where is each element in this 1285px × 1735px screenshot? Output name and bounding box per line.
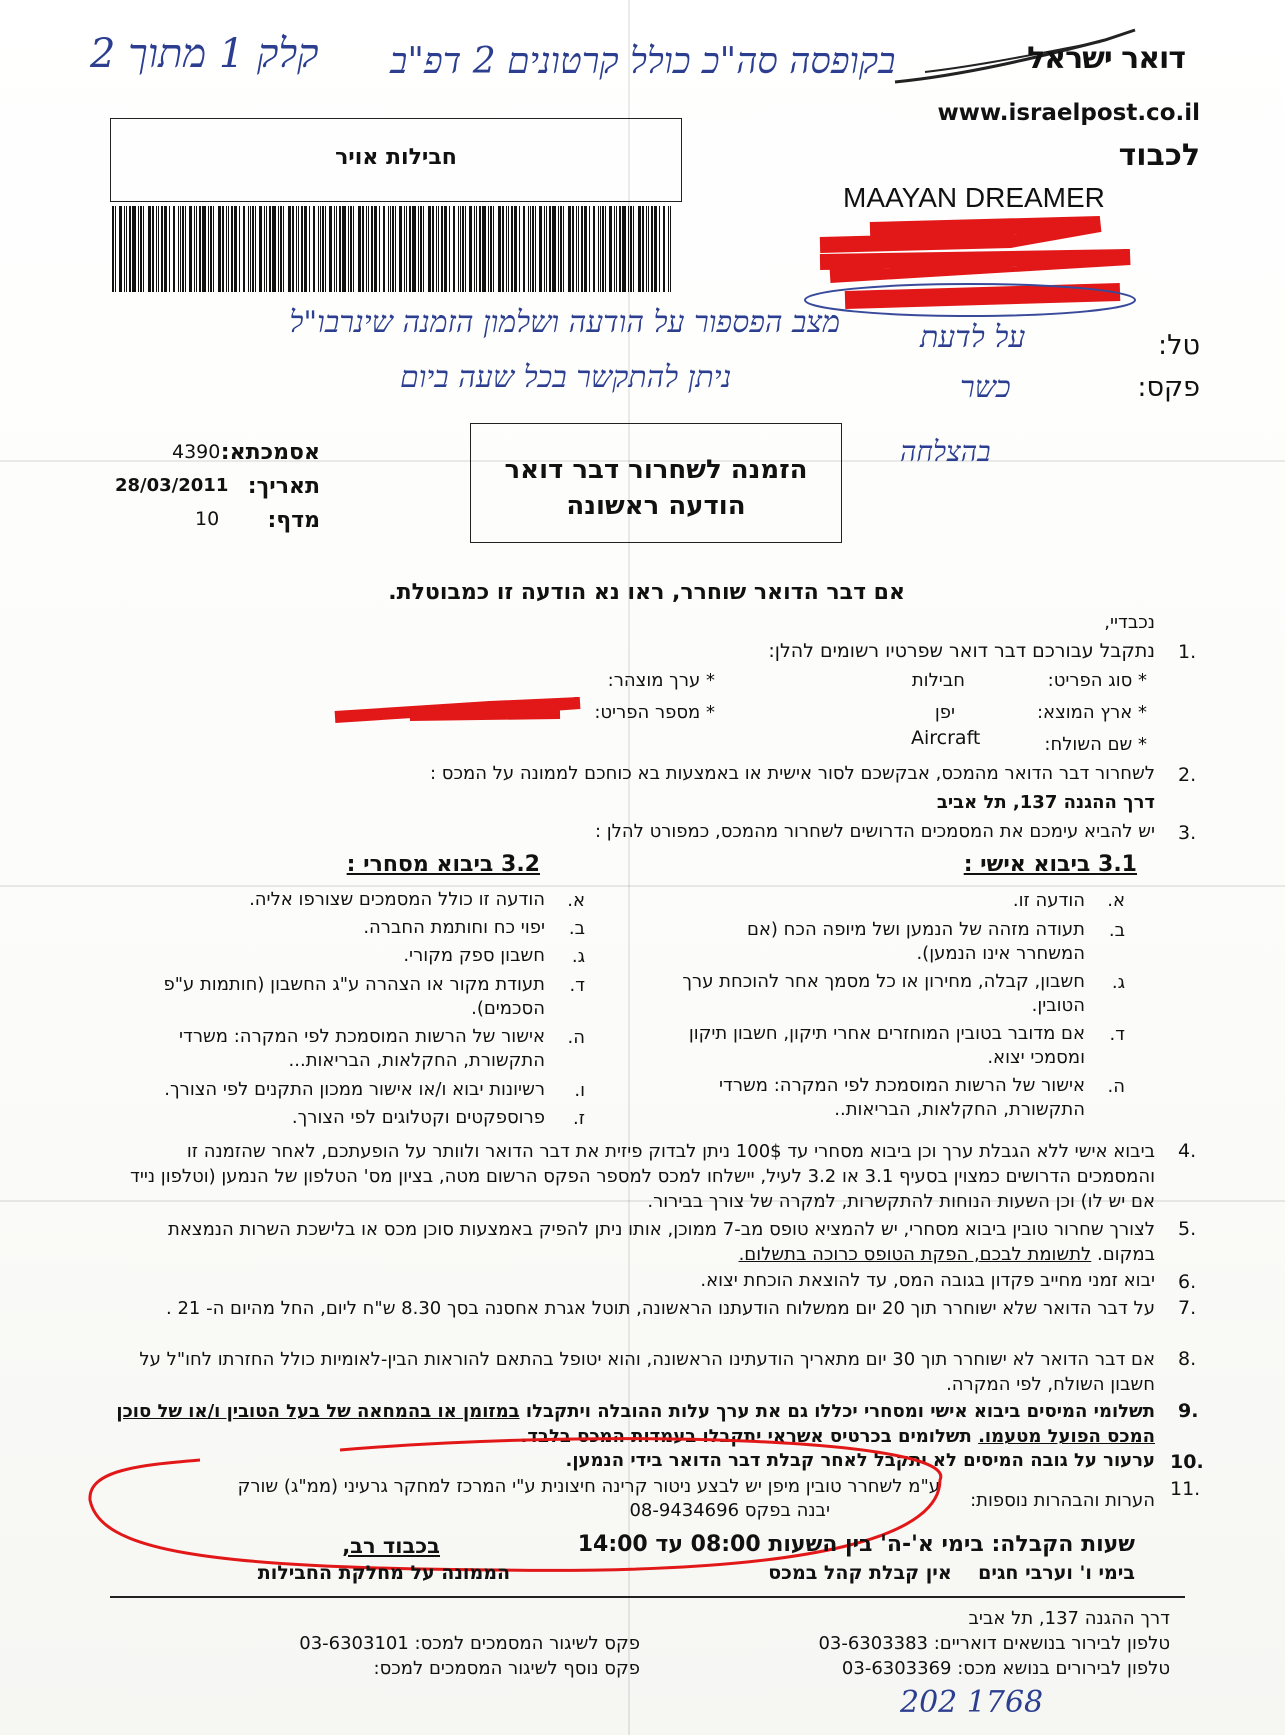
item-text: נתקבל עבורכם דבר דואר שפרטיו רשומים להלן: <box>768 640 1155 662</box>
reference-value: 4390 <box>172 441 221 463</box>
signature-title: הממונה על מחלקת החבילות <box>257 1562 510 1584</box>
item-text: ביבוא אישי ללא הגבלת ערך וכן ביבוא מסחרי עד 100$ ניתן לבדוק פיזית את דבר הדואר ולוותר על הופעתכם, לאחר שהזמנה זו והמסמכים הדרושים כמצוין בסעיף 3.1 או 3.2 לעיל, יישלחו למכס למספר הפקס הרשום מטה, בציון מס' הטלפון של הנמען (וטלפון נייד אם יש לו) וכן השעות הנוחות להתקשרות, למקרה של צורך בבירור. <box>130 1141 1155 1212</box>
reception-hours: שעות הקבלה: בימי א'-ה' בין השעות 08:00 עד 14:00 <box>577 1532 1135 1557</box>
item-number: 4. <box>1178 1140 1197 1162</box>
item-text: תשלומי המיסים ביבוא אישי ומסחרי יכללו גם את ערך עלות ההובלה ויתקבלו במזומן או בהמחאה של בעל הטובין ו/או של סוכן המכס הפועל מטעמו. תשלומים בכרטיס אשראי יתקבלו בעמדות המכס בלבד. <box>116 1401 1155 1447</box>
list-item: תעודה מזהה של הנמען ושל מיופה הכח (אם המשחרר אינו הנמען). <box>746 919 1085 964</box>
red-redaction <box>330 695 590 725</box>
cancellation-notice: אם דבר הדואר שוחרר, ראו נא הודעה זו כמבוטלת. <box>388 580 905 605</box>
handwritten-phone: על לדעת <box>920 320 1026 355</box>
item-number: 10. <box>1170 1451 1204 1473</box>
fold-line <box>0 885 1285 887</box>
fax-label: פקס: <box>1137 372 1200 403</box>
item-text: יבוא זמני מחייב פקדון בגובה המס, עד להוצאת הוכחת יצוא. <box>700 1270 1155 1291</box>
item-number: 5. <box>1178 1218 1197 1240</box>
item-type-value: חבילות <box>911 670 965 691</box>
website: www.israelpost.co.il <box>937 100 1200 126</box>
list-item: פרוספקטים וקטלוגים לפי הצורך. <box>291 1107 545 1128</box>
list-label: ה. <box>567 1027 585 1048</box>
list-item: יפוי כח וחותמת החברה. <box>363 917 545 938</box>
handwritten-contact-note: ניתן להתקשר בכל שעה ביום <box>400 360 732 395</box>
item-type-label: * סוג הפריט: <box>1047 670 1147 691</box>
list-label: ד. <box>569 975 585 996</box>
footer-customs-phone: טלפון לבירורים בנושא מכס: 03-6303369 <box>841 1658 1170 1679</box>
list-label: ו. <box>574 1080 585 1101</box>
handwritten-instruction: מצב הפספור על הודעה ושלמון הזמנה שינרבו"ל <box>289 305 840 340</box>
logo-text: דואר ישראל <box>1027 41 1185 76</box>
list-item: הודעה זו כולל המסמכים שצורפו אליה. <box>249 889 545 910</box>
item-number: 1. <box>1178 641 1197 663</box>
handwritten-fax: כשר <box>960 370 1011 405</box>
salutation: נכבדיי, <box>1104 612 1155 633</box>
footer-postal-phone: טלפון לבירור בנושאים דואריים: 03-6303383 <box>818 1633 1170 1654</box>
sender-value: Aircraft <box>911 727 981 749</box>
personal-import-title: 3.1 ביבוא אישי : <box>963 852 1137 877</box>
list-label: ה. <box>1107 1076 1125 1097</box>
list-item: רשיונות יבוא ו/או אישור ממכון התקנים לפי הצורך. <box>164 1079 545 1100</box>
recipient-name: MAAYAN DREAMER <box>843 182 1105 213</box>
list-label: ז. <box>573 1108 585 1129</box>
footer-fax-2: פקס נוסף לשיגור המסמכים למכס: <box>373 1658 640 1679</box>
commercial-import-title: 3.2 ביבוא מסחרי : <box>346 852 540 877</box>
origin-label: * ארץ המוצא: <box>1036 702 1147 723</box>
origin-value: יפן <box>934 702 955 723</box>
item-text: לשחרור דבר הדואר מהמכס, אבקשכם לסור אישית או באמצעות בא כוחכם לממונה על המכס : <box>429 763 1155 784</box>
declared-value-label: * ערך מוצהר: <box>607 670 715 691</box>
list-label: ג. <box>1111 972 1125 993</box>
date-value: 28/03/2011 <box>115 475 229 496</box>
handwritten-page-count: 2 קלק 1 מתוך <box>90 31 319 77</box>
israel-post-logo <box>885 20 1185 90</box>
sheet-label: מדף: <box>267 508 320 533</box>
item-text: הערות והבהרות נוספות: <box>970 1490 1155 1511</box>
item-text: ערעור על גובה המיסים לא יתקבל לאחר קבלת דבר הדואר בידי הנמען. <box>565 1450 1155 1471</box>
to-label: לכבוד <box>1118 138 1200 173</box>
list-label: ג. <box>571 946 585 967</box>
item-number: 7. <box>1178 1297 1197 1319</box>
list-item: חשבון ספק מקורי. <box>403 945 545 966</box>
item-text: יש להביא עימכם את המסמכים הדרושים לשחרור מהמכס, כמפורט להלן : <box>594 821 1155 842</box>
list-item: חשבון, קבלה, מחירון או כל מסמך אחר להוכחת ערך הטובין. <box>682 971 1085 1016</box>
handwritten-box-note: בקופסה סה"כ כולל קרטונים 2 דפ"ב <box>390 41 896 82</box>
item-number: 9. <box>1178 1400 1199 1422</box>
item-number-label: * מספר הפריט: <box>594 702 715 723</box>
footer-divider <box>110 1596 1185 1598</box>
list-item: תעודת מקור או הצהרה ע"ג החשבון (חותמות ע"פ הסכמים). <box>163 974 545 1019</box>
sheet-value: 10 <box>195 508 220 530</box>
red-redaction <box>800 210 1160 320</box>
list-label: ב. <box>1108 920 1125 941</box>
handwritten-reference: 202 1768 <box>900 1685 1044 1720</box>
list-label: ד. <box>1109 1024 1125 1045</box>
item-number: 2. <box>1178 764 1197 786</box>
item-text: לצורך שחרור טובין ביבוא מסחרי, יש להמציא טופס מב-7 ממוכן, אותו ניתן להפיק באמצעות סוכן מכס או בלישכת השרות הנמצאת במקום. לתשומת לבכם, הפקת הטופס כרוכה בתשלום. <box>168 1219 1155 1265</box>
item-text: אם דבר הדואר לא ישוחרר תוך 30 יום מתאריך הודעתינו הראשונה, והוא יטופל בהתאם להוראות הבין-לאומיות כולל החזרתו לחו"ל על חשבון השולח, לפי המקרה. <box>139 1349 1155 1395</box>
list-label: א. <box>567 890 585 911</box>
list-label: א. <box>1107 890 1125 911</box>
item-text: על דבר הדואר שלא ישוחרר תוך 20 יום ממשלוח הודעתנו הראשונה, תוטל אגרת אחסנה בסך 8.30 ש"ח ליום, החל מהיום ה- 21 . <box>166 1298 1155 1319</box>
sender-label: * שם השולח: <box>1044 734 1147 755</box>
phone-label: טל: <box>1158 330 1200 361</box>
reception-hours-note: בימי ו' וערבי חגים אין קבלת קהל במכס <box>768 1562 1135 1584</box>
footer-fax-1: פקס לשיגור המסמכים למכס: 03-6303101 <box>299 1633 640 1654</box>
radiation-note-line-2: יבנה בפקס 08-9434696 <box>629 1500 830 1521</box>
package-type-box <box>110 118 682 202</box>
title-line-2: הודעה ראשונה <box>566 491 746 521</box>
package-type-label: חבילות אויר <box>335 145 457 170</box>
radiation-note-line-1: ע"מ לשחרר טובין מיפן יש לבצע ניטור קרינה חיצונית ע"י המרכז למחקר גרעיני (ממ"ג) שורק <box>237 1476 940 1497</box>
item-number: 3. <box>1178 822 1197 844</box>
customs-address: דרך ההגנה 137, תל אביב <box>936 792 1155 813</box>
list-item: אישור של הרשות המוסמכת לפי המקרה: משרדי התקשורת, החקלאות, הבריאות... <box>179 1026 545 1071</box>
item-number: 6. <box>1178 1271 1197 1293</box>
title-box <box>470 423 842 543</box>
footer-address: דרך ההגנה 137, תל אביב <box>968 1608 1170 1629</box>
list-item: הודעה זו. <box>1012 890 1085 911</box>
title-line-1: הזמנה לשחרור דבר דואר <box>504 455 808 485</box>
barcode <box>112 206 680 292</box>
reference-label: אסמכתא: <box>220 440 320 465</box>
item-number: 11. <box>1170 1478 1201 1500</box>
list-label: ב. <box>568 918 585 939</box>
regards: בכבוד רב, <box>342 1534 440 1558</box>
list-item: אישור של הרשות המוסמכת לפי המקרה: משרדי התקשורת, החקלאות, הבריאות.. <box>719 1075 1085 1120</box>
item-number: 8. <box>1178 1348 1197 1370</box>
handwritten-signature: בהצלחה <box>900 435 991 468</box>
date-label: תאריך: <box>247 474 320 499</box>
list-item: אם מדובר בטובין המוחזרים אחרי תיקון, חשבון תיקון ומסמכי יצוא. <box>688 1023 1085 1068</box>
